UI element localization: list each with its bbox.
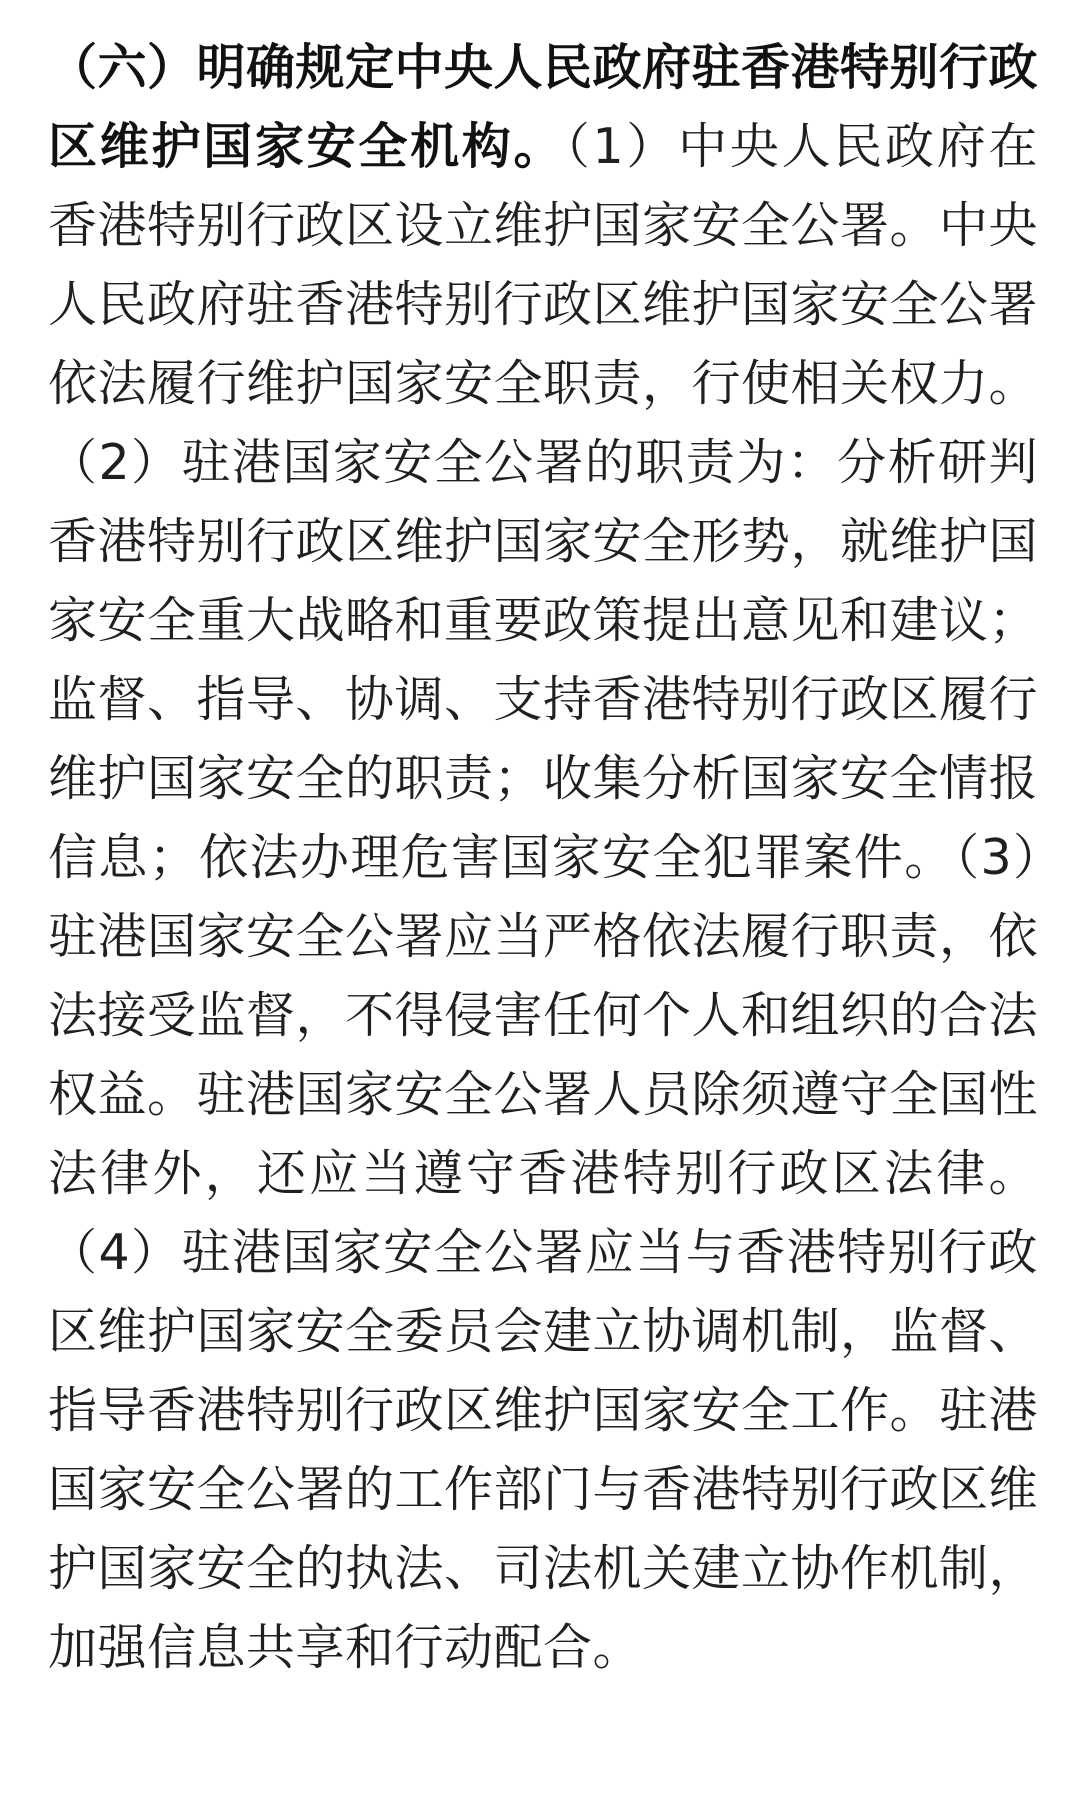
article-paragraph bbox=[48, 28, 1038, 1687]
section-heading: （六）明确规定中央人民政府驻香港特别行政区维护国家安全机构。 bbox=[48, 39, 1039, 175]
body-text: （1）中央人民政府在香港特别行政区设立维护国家安全公署。中央人民政府驻香港特别行政区维护国家安全公署依法履行维护国家安全职责，行使相关权力。（2）驻港国家安全公署的职责为：分析研判香港特别行政区维护国家安全形势，就维护国家安全重大战略和重要政策提出意见和建议；监督、指导、协调、支持香港特别行政区履行维护国家安全的职责；收集分析国家安全情报信息；依法办理危害国家安全犯罪案件。（3）驻港国家安全公署应当严格依法履行职责，依法接受监督，不得侵害任何个人和组织的合法权益。驻港国家安全公署人员除须遵守全国性法律外，还应当遵守香港特别行政区法律。（4）驻港国家安全公署应当与香港特别行政区维护国家安全委员会建立协调机制，监督、指导香港特别行政区维护国家安全工作。驻港国家安全公署的工作部门与香港特别行政区维护国家安全的执法、司法机关建立协作机制，加强信息共享和行动配合。 bbox=[48, 118, 1039, 1676]
